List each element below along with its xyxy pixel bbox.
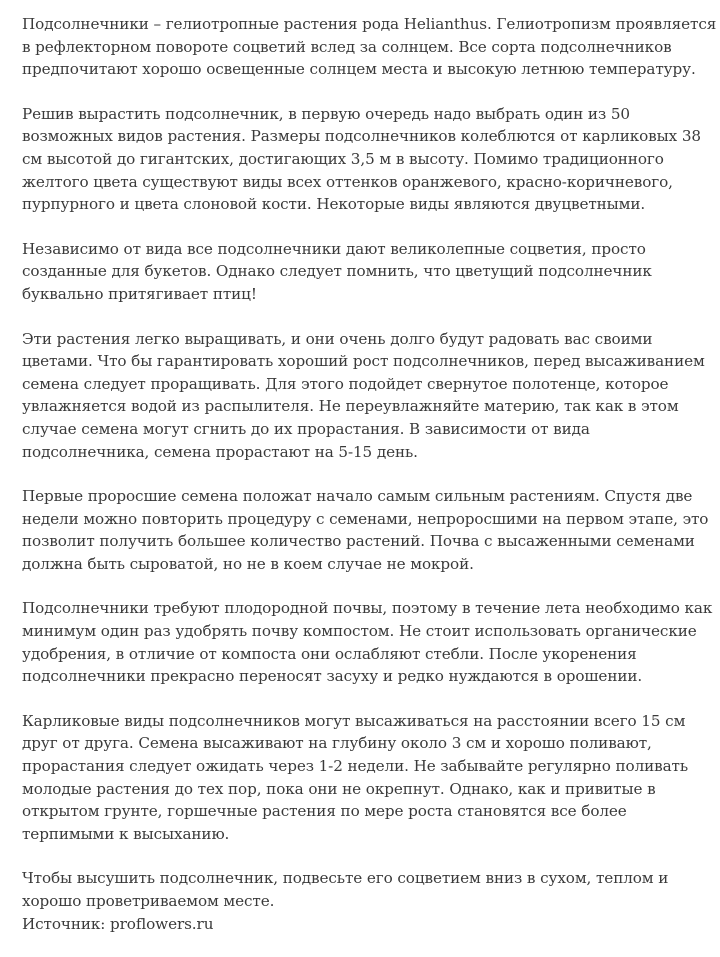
paragraph-first-sprouts: Первые проросшие семена положат начало самым сильным растениям. Спустя две недели можно повторить процедуру с семенами, непроросшими на первом этапе, это позволит получить большее количество растений. Почва с высаженными семенами должна быть сыроватой, но не в коем случае не мокрой. [22,487,709,573]
paragraph-germination: Эти растения легко выращивать, и они очень долго будут радовать вас своими цветами. Что бы гарантировать хороший рост подсолнечников, перед высаживанием семена следует проращивать. Для этого подойдет свернутое полотенце, которое увлажняется водой из распылителя. Не переувлажняйте материю, так как в этом случае семена могут сгнить до их прорастания. В зависимости от вида подсолнечника, семена прорастают на 5-15 день. [22,329,705,461]
paragraph-soil: Подсолнечники требуют плодородной почвы, поэтому в течение лета необходимо как минимум один раз удобрять почву компостом. Не стоит использовать органические удобрения, в отличие от компоста они ослабляют стебли. После укоренения подсолнечники прекрасно переносят засуху и редко нуждаются в орошении. [22,599,713,686]
paragraph-inflorescence: Независимо от вида все подсолнечники дают великолепные соцветия, просто созданные для букетов. Однако следует помнить, что цветущий подсолнечник буквально притягивает птиц! [22,239,652,303]
paragraph-dwarf-species: Карликовые виды подсолнечников могут высаживаться на расстоянии всего 15 см друг от друга. Семена высаживают на глубину около 3 см и хорошо поливают, прорастания следует ожидать через 1-2 недели. Не забывайте регулярно поливать молодые растения до тех пор, пока они не окрепнут. Однако, как и привитые в открытом грунте, горшечные растения по мере роста становятся все более терпимыми к высыханию. [22,711,689,843]
source-line: Источник: proflowers.ru [22,914,214,933]
paragraph-drying: Чтобы высушить подсолнечник, подвесьте его соцветием вниз в сухом, теплом и хорошо проветриваемом месте. [22,869,669,910]
paragraph-heliotropism: Подсолнечники – гелиотропные растения рода Helianthus. Гелиотропизм проявляется в рефлекторном повороте соцветий вслед за солнцем. Все сорта подсолнечников предпочитают хорошо освещенные солнцем места и высокую летнюю температуру. [22,15,717,79]
article-body [22,13,718,957]
paragraph-species-choice: Решив вырастить подсолнечник, в первую очередь надо выбрать один из 50 возможных видов растения. Размеры подсолнечников колеблются от карликовых 38 см высотой до гигантских, достигающих 3,5 м в высоту. Помимо традиционного желтого цвета существуют виды всех оттенков оранжевого, красно-коричневого, пурпурного и цвета слоновой кости. Некоторые виды являются двуцветными. [22,104,701,214]
